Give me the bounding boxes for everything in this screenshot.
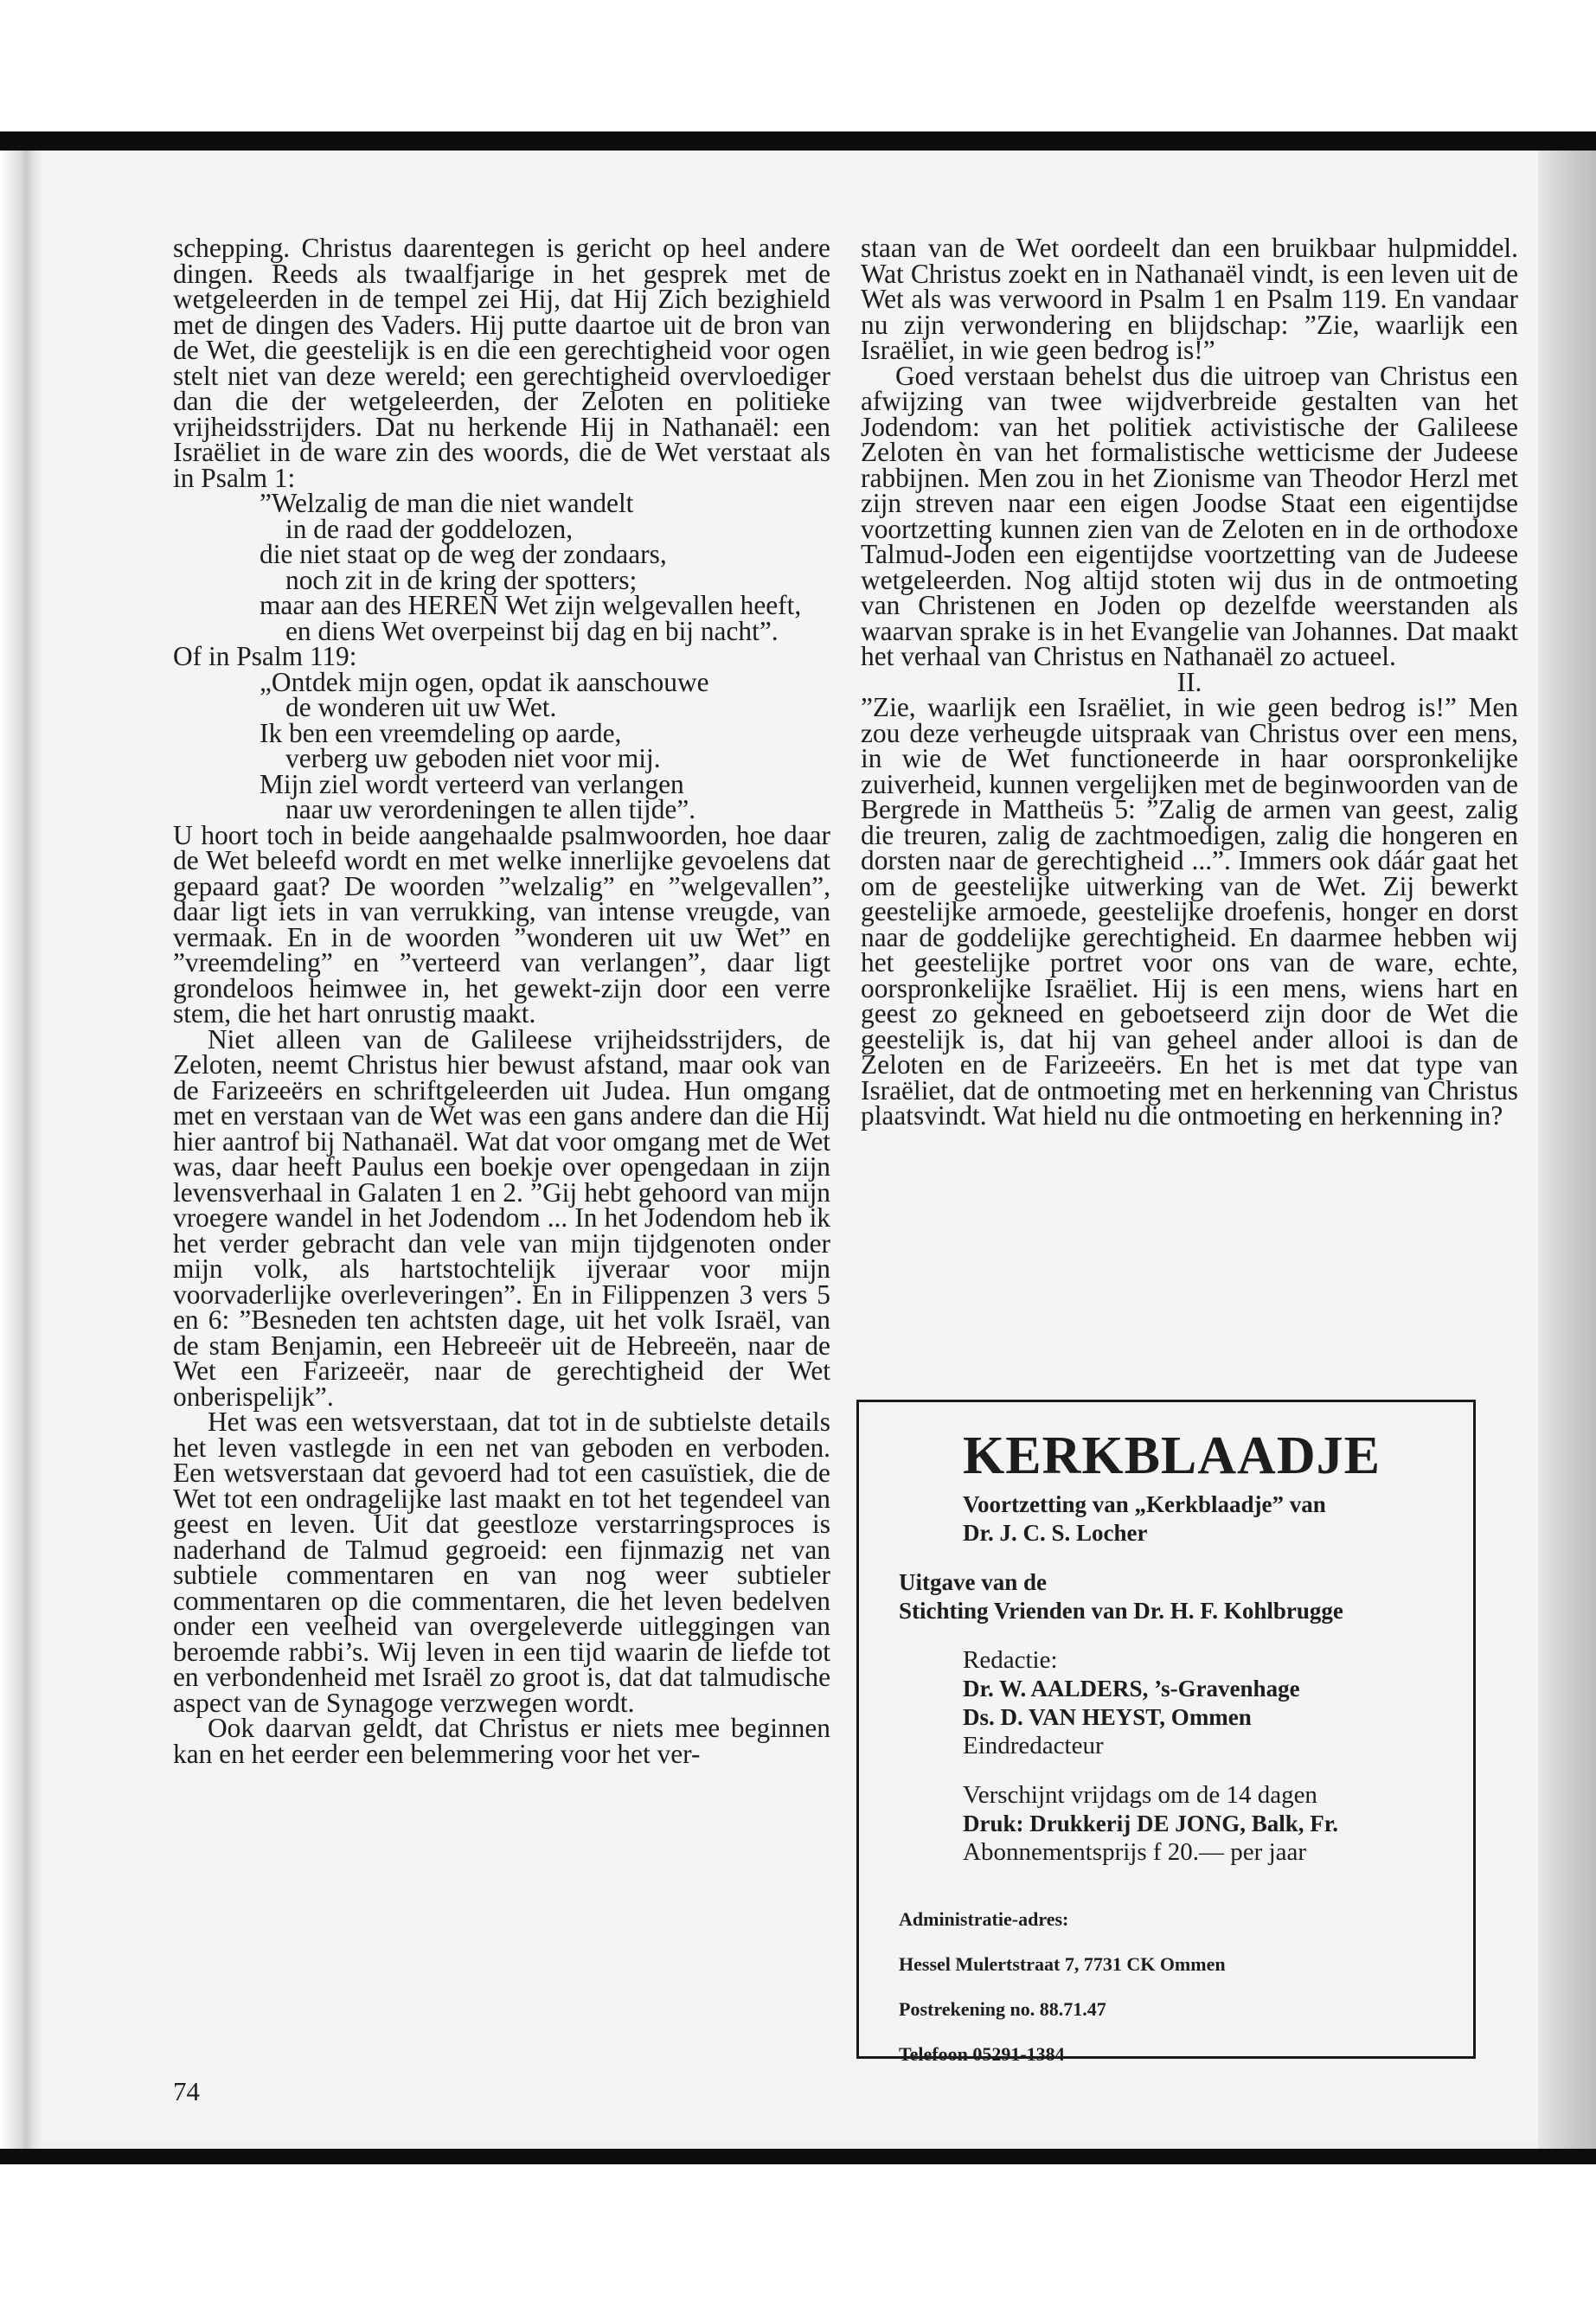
publication-frequency: Verschijnt vrijdags om de 14 dagen	[963, 1781, 1317, 1809]
editors-label: Redactie:	[963, 1646, 1058, 1674]
editor-name: Dr. W. AALDERS, ’s-Gravenhage	[963, 1676, 1300, 1702]
paragraph: ”Zie, waarlijk een Israëliet, in wie geen bedrog is!” Men zou deze verheugde uitspraak van Christus over een mens, in wie de Wet functioneerde in haar oorspronkelijke zuiverheid, kunnen vergelijken met de beginwoorden van de Bergrede in Mattheüs 5: ”Zalig de armen van geest, zalig die treuren, zalig de zachtmoedigen, zalig die hongeren en dorsten naar de gerechtigheid ...”. Immers ook dáár gaat het om de geestelijke uitwerking van de Wet. Zij bewerkt geestelijke armoede, geestelijke droefenis, honger en dorst naar de goddelijke gerechtigheid. En daarmee hebben wij het geestelijke portret voor ons van de ware, echte, oorspronkelijke Israëliet. Hij is een mens, wiens hart en geest zo gekneed en geboetseerd zijn door de Wet die geestelijk is, dat hij van geheel ander allooi is dan de Zeloten en de Farizeeërs. En het is met dat type van Israëliet, dat de ontmoeting met en herkenning van Christus plaatsvindt. Wat hield nu die ontmoeting en herkenning in?	[861, 692, 1518, 1131]
paragraph: schepping. Christus daarentegen is gericht op heel andere dingen. Reeds als twaalfjarige in het gesprek met de wetgeleerden in de tempel zei Hij, dat Hij Zich bezighield met de dingen des Vaders. Hij putte daartoe uit de bron van de Wet, die geestelijk is en die een gerechtigheid voor ogen stelt niet van deze wereld; een gerechtigheid overvloediger dan die der wetgeleerden, der Zeloten en politieke vrijheidsstrijders. Dat nu herkende Hij in Nathanaël: een Israëliet in de ware zin des woords, die de Wet verstaat als in Psalm 1:	[173, 233, 830, 493]
paragraph: Ook daarvan geldt, dat Christus er niets mee beginnen kan en het eerder een belemmering voor het ver-	[173, 1713, 830, 1769]
paragraph: U hoort toch in beide aangehaalde psalmwoorden, hoe daar de Wet beleefd wordt en met welke innerlijke gevoelens dat gepaard gaat? De woorden ”welzalig” en ”welgevallen”, daar ligt iets in van verrukking, van intense vreugde, van vermaak. En in de woorden ”wonderen uit uw Wet” en ”vreemdeling” en ”verteerd van verlangen”, daar ligt grondeloos heimwee in, het gewekt-zijn door een verre stem, die het hart onrustig maakt.	[173, 819, 830, 1029]
poem-line: de wonderen uit uw Wet.	[285, 692, 557, 722]
colophon-box	[856, 1400, 1476, 2065]
admin-label: Administratie-adres:	[899, 1908, 1069, 1930]
left-column	[173, 233, 830, 1769]
page-number: 74	[173, 2076, 200, 2106]
editor-name: Ds. D. VAN HEYST, Ommen	[963, 1704, 1252, 1730]
admin-bank-account: Postrekening no. 88.71.47	[899, 1998, 1106, 2020]
publisher-name: Stichting Vrienden van Dr. H. F. Kohlbrugge	[899, 1598, 1343, 1624]
masthead-subtitle: Voortzetting van „Kerkblaadje” van	[963, 1491, 1326, 1517]
paragraph: staan van de Wet oordeelt dan een bruikbaar hulpmiddel. Wat Christus zoekt en in Nathanaël vindt, is een leven uit de Wet als was verwoord in Psalm 1 en Psalm 119. En vandaar nu zijn verwondering en blijdschap: ”Zie, waarlijk een Israëliet, in wie geen bedrog is!”	[861, 233, 1518, 365]
publisher-label: Uitgave van de	[899, 1569, 1047, 1595]
book-spine	[0, 151, 42, 2149]
scan-border-bottom	[0, 2149, 1596, 2164]
poem-line: verberg uw geboden niet voor mij.	[285, 743, 661, 773]
psalm-1-quote	[173, 490, 830, 644]
printer-info: Druk: Drukkerij DE JONG, Balk, Fr.	[963, 1811, 1339, 1836]
admin-address: Hessel Mulertstraat 7, 7731 CK Ommen	[899, 1953, 1226, 1975]
page-edge	[1538, 151, 1596, 2149]
psalm-119-quote	[173, 666, 830, 824]
poem-line: naar uw verordeningen te allen tijde”.	[285, 794, 696, 824]
poem-line: maar aan des HEREN Wet zijn welgevallen heeft,	[260, 590, 802, 620]
masthead-founder: Dr. J. C. S. Locher	[963, 1520, 1148, 1546]
subscription-price: Abonnementsprijs f 20.— per jaar	[963, 1838, 1307, 1866]
poem-line: noch zit in de kring der spotters;	[285, 564, 638, 595]
paragraph: Het was een wetsverstaan, dat tot in de subtielste details het leven vastlegde in een net van geboden en verboden. Een wetsverstaan dat gevoerd had tot een casuïstiek, die de Wet tot een ondragelijke last maakt en tot het tegendeel van geest en leven. Uit dat geestloze verstarringsproces is naderhand de Talmud gegroeid: een fijnmazig net van subtiele commentaren en van nog weer subtieler commentaren op die commentaren, die het leven bedelven onder een veelheid van overgeleverde uitleggingen van beroemde rabbi’s. Wij leven in een tijd waarin de liefde tot en verbondenheid met Israël zo groot is, dat dat talmudische aspect van de Synagoge verzwegen wordt.	[173, 1407, 830, 1718]
poem-line: „Ontdek mijn ogen, opdat ik aanschouwe	[260, 666, 709, 697]
paragraph: Of in Psalm 119:	[173, 641, 357, 671]
masthead-title: KERKBLAADJE	[963, 1426, 1381, 1485]
right-column	[861, 235, 1518, 1129]
poem-line: Ik ben een vreemdeling op aarde,	[260, 717, 622, 748]
admin-phone: Telefoon 05291-1384	[899, 2043, 1065, 2065]
section-number: II.	[1176, 666, 1202, 697]
poem-line: die niet staat op de weg der zondaars,	[260, 539, 667, 569]
scan-border-top	[0, 131, 1596, 151]
paragraph: Niet alleen van de Galileese vrijheidsstrijders, de Zeloten, neemt Christus hier bewust afstand, maar ook van de Farizeeërs en schriftgeleerden uit Judea. Hun omgang met en verstaan van de Wet was een gans andere dan die Hij hier aantrof bij Nathanaël. Wat dat voor omgang met de Wet was, daar heeft Paulus een boekje over opengedaan in zijn levensverhaal in Galaten 1 en 2. ”Gij hebt gehoord van mijn vroegere wandel in het Jodendom ... In het Jodendom heb ik het verder gebracht dan vele van mijn tijdgenoten onder mijn volk, als hartstochtelijk ijveraar voor mijn voorvaderlijke overleveringen”. En in Filippenzen 3 vers 5 en 6: ”Besneden ten achtsten dage, uit het volk Israël, van de stam Benjamin, een Hebreeër uit de Hebreeën, naar de Wet een Farizeeër, naar de gerechtigheid der Wet onberispelijk”.	[173, 1023, 830, 1412]
poem-line: Mijn ziel wordt verteerd van verlangen	[260, 768, 684, 799]
poem-line: in de raad der goddelozen,	[285, 513, 574, 544]
poem-line: ”Welzalig de man die niet wandelt	[260, 488, 634, 518]
chief-editor-label: Eindredacteur	[963, 1732, 1104, 1759]
paragraph: Goed verstaan behelst dus die uitroep van Christus een afwijzing van twee wijdverbreide gestalten van het Jodendom: van het politiek activistische der Galileese Zeloten èn van het formalistische wetticisme der Judeese rabbijnen. Men zou in het Zionisme van Theodor Herzl met zijn streven naar een eigen Joodse Staat een eigentijdse voortzetting kunnen zien van de Zeloten en in de orthodoxe Talmud-Joden een eigentijdse voortzetting van de Judeese wetgeleerden. Nog altijd stoten wij dus in de ontmoeting van Christenen en Joden op dezelfde weerstanden als waarvan sprake is in het Evangelie van Johannes. Dat maakt het verhaal van Christus en Nathanaël zo actueel.	[861, 360, 1518, 671]
poem-line: en diens Wet overpeinst bij dag en bij nacht”.	[285, 615, 779, 646]
